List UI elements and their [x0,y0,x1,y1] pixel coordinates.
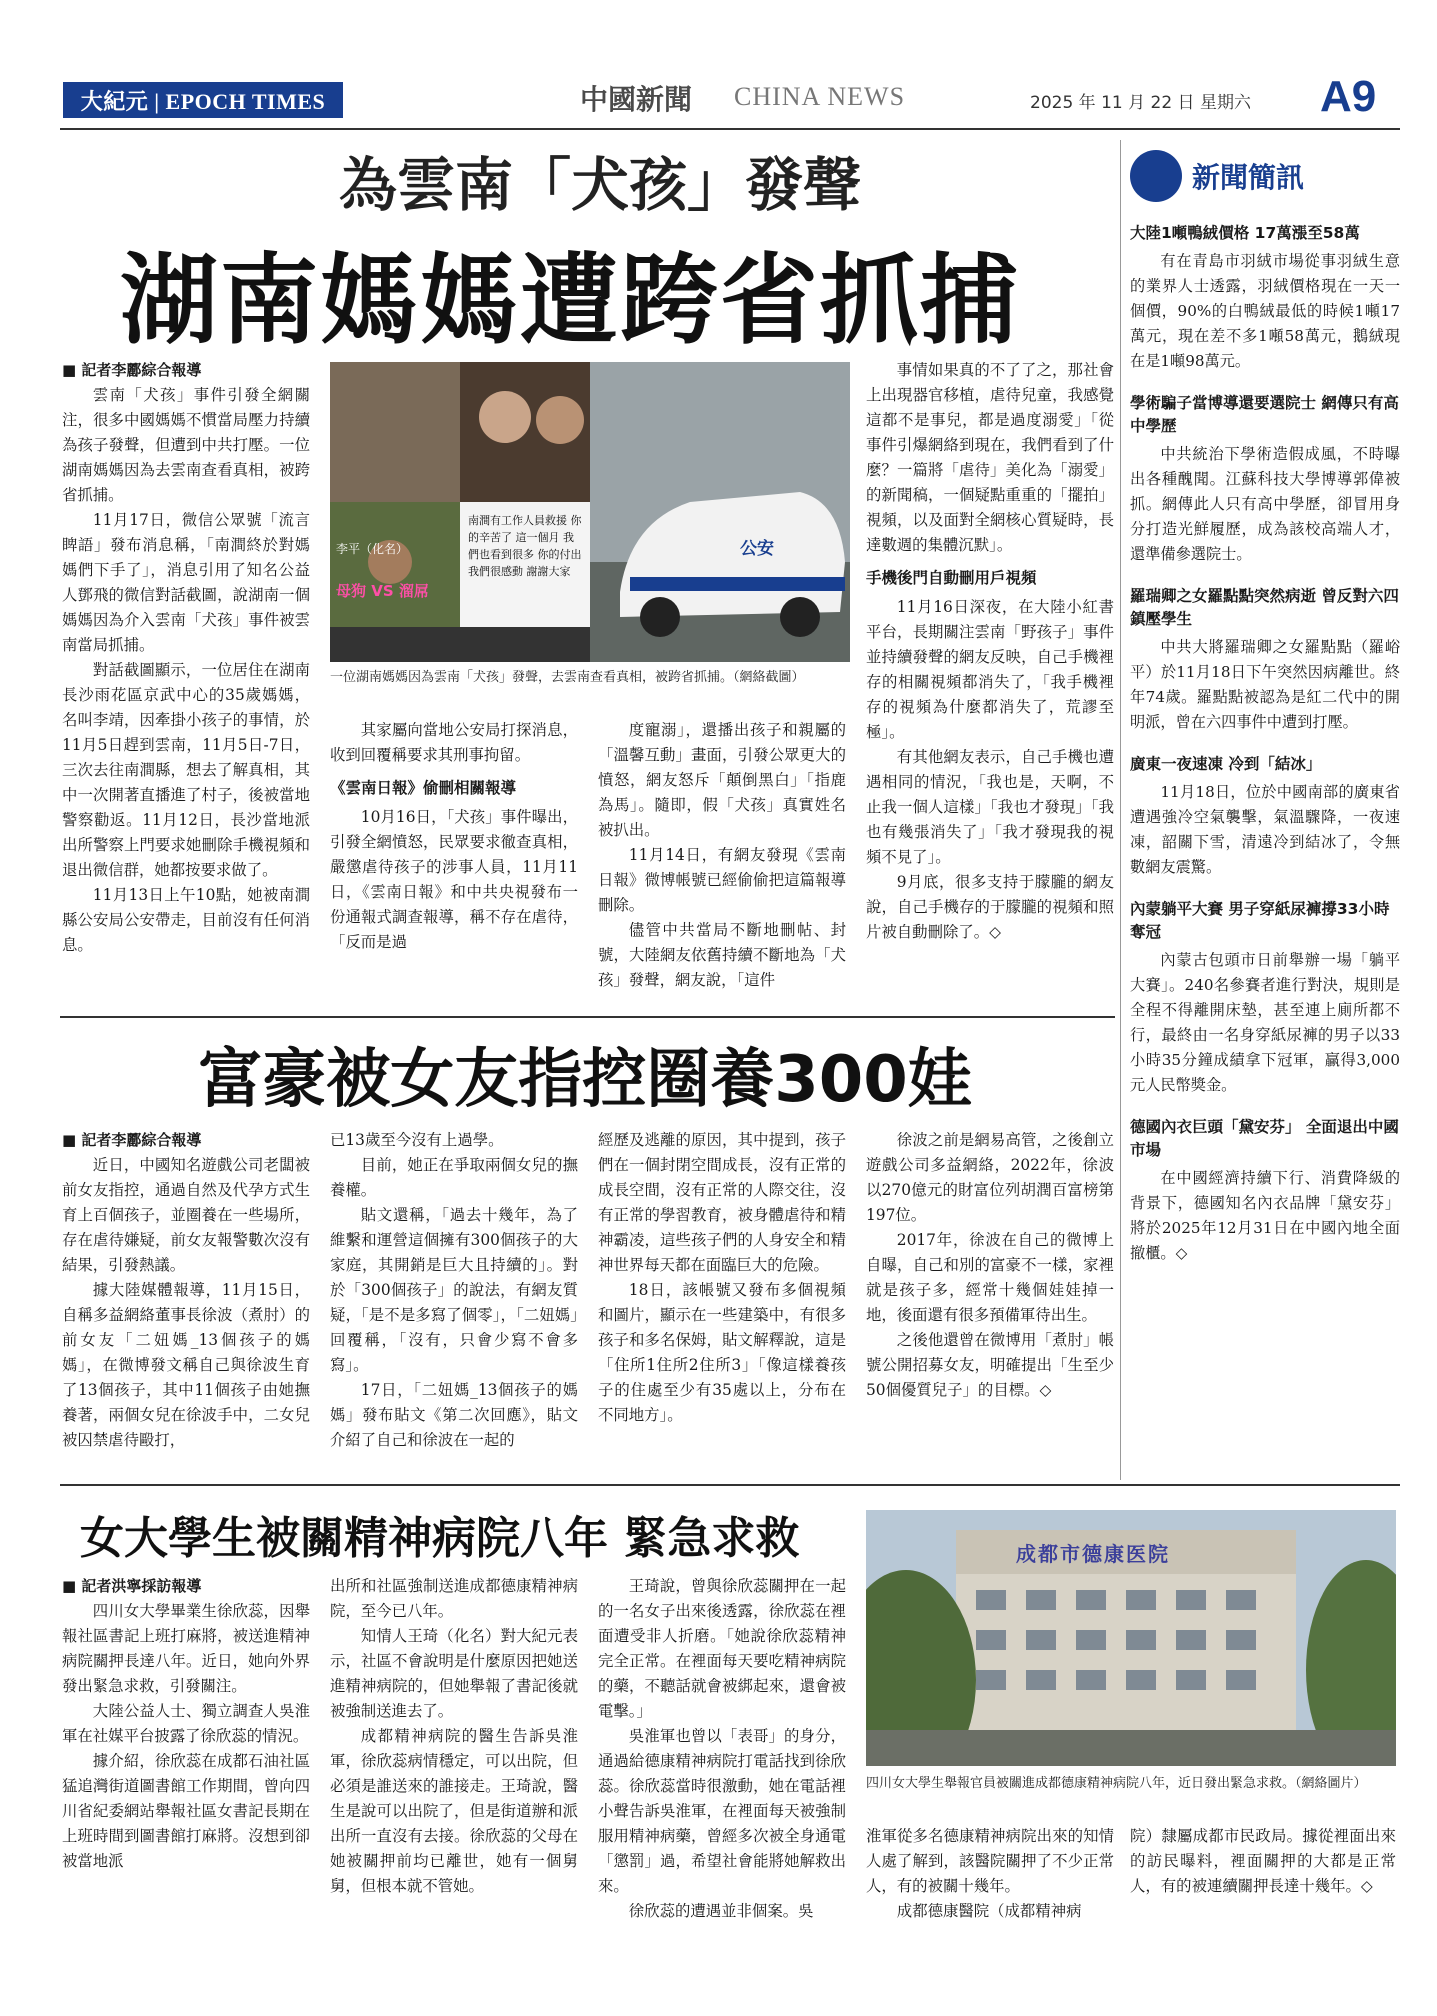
section-name: 中國新聞 [580,83,693,116]
paragraph: 徐欣蕊的遭遇並非個案。吳 [628,1902,814,1920]
brief-body: 中共大將羅瑞卿之女羅點點（羅峪平）於11月18日下午突然因病離世。終年74歲。羅點點被認為是紅二代中的開明派，曾在六四事件中遭到打壓。 [1130,638,1400,731]
brief-body: 11月18日，位於中國南部的廣東省遭遇強冷空氣襲擊，氣溫驟降，一夜速凍，韶關下雪，清遠冷到結冰了，令無數網友震驚。 [1130,783,1400,876]
story2-col2 [330,1128,578,1453]
paragraph: 成都德康醫院（成都精神病 [896,1902,1082,1920]
story1-subhead-2: 手機後門自動刪用戶視頻 [866,569,1037,587]
paragraph: 經歷及逃離的原因，其中提到，孩子們在一個封閉空間成長，沒有正常的成長空間，沒有正常的人際交往，沒有正常的學習教育，被身體虐待和精神霸凌，這些孩子們的人身安全和精神世界每天都在面臨巨大的危險。 [598,1131,846,1274]
paragraph: 9月底，很多支持于朦朧的網友說，自己手機存的于朦朧的視頻和照片被自動刪除了。◇ [866,873,1114,941]
story2-headline: 富豪被女友指控圈養300娃 [198,1043,972,1117]
story1-byline: ■ 記者李酈綜合報導 [62,361,202,379]
paragraph: 大陸公益人士、獨立調查人吳淮軍在社媒平台披露了徐欣蕊的情況。 [62,1702,310,1745]
news-brief [1130,392,1400,567]
sidebar-title: 新聞簡訊 [1192,161,1305,194]
paragraph: 據大陸媒體報導，11月15日，自稱多益網絡董事長徐波（煮肘）的前女友「二妞媽_13個孩子的媽媽」，在微博發文稱自己與徐波生育了13個孩子，其中11個孩子由她撫養著，兩個女兒在徐波手中，二女兒被囚禁虐待毆打， [62,1281,310,1449]
story3-col4 [866,1824,1114,1924]
story1-photo-caption: 一位湖南媽媽因為雲南「犬孩」發聲，去雲南查看真相，被跨省抓捕。（網絡截圖） [330,670,805,685]
story2-col1 [62,1128,310,1453]
story2-col4 [866,1128,1114,1403]
news-brief [1130,585,1400,735]
story3-col2 [330,1574,578,1899]
brief-title: 內蒙躺平大賽 男子穿紙尿褲撐33小時奪冠 [1130,900,1390,941]
paragraph: 事情如果真的不了了之，那社會上出現器官移植，虐待兒童，我感覺這都不是事兒，都是過度溺愛」「從事件引爆網絡到現在，我們看到了什麼？一篇將「虐待」美化為「溺愛」的新聞稿，一個疑點重重的「擺拍」視頻，以及面對全網核心質疑時，長達數週的集體沉默」。 [866,361,1114,554]
paragraph: 其家屬向當地公安局打探消息，收到回覆稱要求其刑事拘留。 [330,721,578,764]
publication-date: 2025 年 11 月 22 日 星期六 [1030,93,1251,113]
paragraph: 之後他還曾在微博用「煮肘」帳號公開招募女友，明確提出「生至少50個優質兒子」的目標。◇ [866,1331,1114,1399]
story3-hospital-photo [866,1510,1396,1766]
brief-title: 德國內衣巨頭「黛安芬」 全面退出中國市場 [1130,1118,1399,1159]
story1-col3 [598,718,846,993]
brief-title: 大陸1噸鴨絨價格 17萬漲至58萬 [1130,224,1360,242]
paragraph: 吳淮軍也曾以「表哥」的身分，通過給德康精神病院打電話找到徐欣蕊。徐欣蕊當時很激動，她在電話裡小聲告訴吳淮軍，在裡面每天被強制服用精神病藥，曾經多次被全身通電「懲罰」過，希望社會能將她解救出來。 [598,1727,846,1895]
paragraph: 徐波之前是網易高管，之後創立遊戲公司多益網絡，2022年，徐波以270億元的財富位列胡潤百富榜第197位。 [866,1131,1114,1224]
sidebar-header [1130,148,1400,204]
paragraph: 11月14日，有網友發現《雲南日報》微博帳號已經偷偷把這篇報導刪除。 [598,846,846,914]
paragraph: 院）隸屬成都市民政局。據從裡面出來的訪民曝料，裡面關押的大都是正常人，有的被連續關押長達十幾年。◇ [1130,1827,1396,1895]
photo-label-p1: 李平（化名） [336,542,409,556]
paragraph: 據介紹，徐欣蕊在成都石油社區猛追灣街道圖書館工作期間，曾向四川省紀委網站舉報社區女書記長期在上班時間到圖書館打麻將。沒想到卻被當地派 [62,1752,310,1870]
paragraph: 出所和社區強制送進成都德康精神病院，至今已八年。 [330,1577,578,1620]
paragraph: 有其他網友表示，自己手機也遭遇相同的情況，「我也是，天啊，不止我一個人這樣」「我也才發現」「我也有幾張消失了」「我才發現我的視頻不見了」。 [866,748,1114,866]
news-briefs-icon [1130,150,1182,202]
page-number: A9 [1320,72,1377,121]
paragraph: 17日，「二妞媽_13個孩子的媽媽」發布貼文《第二次回應》，貼文介紹了自己和徐波在一起的 [330,1381,578,1449]
section-name-en: CHINA NEWS [734,82,906,111]
hospital-sign: 成都市德康医院 [1016,1542,1170,1566]
paragraph: 10月16日，「犬孩」事件曝出，引發全網憤怒，民眾要求徹查真相，嚴懲虐待孩子的涉事人員，11月11日，《雲南日報》和中共央視發布一份通報式調查報導，稱不存在虐待，「反而是過 [330,808,578,951]
news-brief [1130,753,1400,880]
story3-byline: ■ 記者洪寧採訪報導 [62,1577,202,1595]
story1-headline: 湖南媽媽遭跨省抓捕 [119,244,1020,358]
story3-headline: 女大學生被關精神病院八年 緊急求救 [80,1513,800,1564]
photo-chat-note: 南澗有工作人員救援 你的辛苦了 這一個月 我們也看到很多 你的付出 我們很感動 謝謝大家 [468,514,582,578]
epoch-times-logo: 大紀元 | EPOCH TIMES [63,82,343,118]
news-brief [1130,898,1400,1098]
paragraph: 11月16日深夜，在大陸小紅書平台，長期關注雲南「野孩子」事件並持續發聲的網友反映，自己手機裡存的相關視頻都消失了，「我手機裡存的視頻為什麼都消失了，荒謬至極」。 [866,598,1114,741]
story1-col1 [62,358,310,958]
police-car-text: 公安 [740,539,774,559]
paragraph: 知情人王琦（化名）對大紀元表示，社區不會說明是什麼原因把她送進精神病院的，但她舉報了書記後就被強制送進去了。 [330,1627,578,1720]
paragraph: 18日，該帳號又發布多個視頻和圖片，顯示在一些建築中，有很多孩子和多名保姆，貼文解釋說，這是「住所1住所2住所3」「像這樣養孩子的住處至少有35處以上，分布在不同地方」。 [598,1281,846,1424]
photo-label-p2: 母狗 VS 溜屌 [336,582,429,600]
brief-body: 內蒙古包頭市日前舉辦一場「躺平大賽」。240名參賽者進行對決，規則是全程不得離開床墊，甚至連上廁所都不行，最終由一名身穿紙尿褲的男子以33小時35分鐘成績拿下冠軍，贏得3,000元人民幣獎金。 [1130,951,1400,1094]
story3-photo-caption: 四川女大學生舉報官員被關進成都德康精神病院八年，近日發出緊急求救。（網絡圖片） [866,1776,1367,1791]
story1-photo [330,362,850,662]
paragraph: 目前，她正在爭取兩個女兒的撫養權。 [330,1156,578,1199]
brief-title: 羅瑞卿之女羅點點突然病逝 曾反對六四鎮壓學生 [1130,587,1399,628]
paragraph: 王琦說，曾與徐欣蕊關押在一起的一名女子出來後透露，徐欣蕊在裡面遭受非人折磨。「她說徐欣蕊精神完全正常。在裡面每天要吃精神病院的藥，不聽話就會被綁起來，還會被電擊。」 [598,1577,846,1720]
story3-col5 [1130,1824,1396,1899]
paragraph: 成都精神病院的醫生告訴吳淮軍，徐欣蕊病情穩定，可以出院，但必須是誰送來的誰接走。王琦說，醫生是說可以出院了，但是街道辦和派出所一直沒有去接。徐欣蕊的父母在她被關押前均已離世，她有一個舅舅，但根本就不管她。 [330,1727,578,1895]
masthead-rule [60,128,1400,130]
story1-photo-image [330,362,850,662]
story2-col3 [598,1128,846,1428]
masthead [60,72,1400,124]
brief-title: 學術騙子當博導還要選院士 網傳只有高中學歷 [1130,394,1399,435]
story-divider [60,1016,1115,1018]
paragraph: 對話截圖顯示，一位居住在湖南長沙雨花區京武中心的35歲媽媽，名叫李靖，因牽掛小孩子的事情，於11月5日趕到雲南，11月5日-7日，三次去往南澗縣，想去了解真相，其中一次開著直播進了村子，後被當地警察勸返。11月12日，長沙當地派出所警察上門要求她刪除手機視頻和退出微信群，她都按要求做了。 [62,661,310,879]
paragraph: 四川女大學畢業生徐欣蕊，因舉報社區書記上班打麻將，被送進精神病院關押長達八年。近日，她向外界發出緊急求救，引發關注。 [62,1602,310,1695]
news-brief [1130,1116,1400,1266]
story1-col2 [330,718,578,955]
story3-col1 [62,1574,310,1874]
paragraph: 儘管中共當局不斷地刪帖、封號，大陸網友依舊持續不斷地為「犬孩」發聲，網友說，「這件 [598,921,846,989]
news-brief [1130,222,1400,374]
paragraph: 11月17日，微信公眾號「流言睥語」發布消息稱，「南澗終於對媽媽們下手了」，消息引用了知名公益人鄧飛的微信對話截圖，說湖南一個媽媽因為介入雲南「犬孩」事件被雲南當局抓捕。 [62,511,310,654]
paragraph: 已13歲至今沒有上過學。 [330,1131,504,1149]
story1-kicker: 為雲南「犬孩」發聲 [338,151,861,219]
paragraph: 雲南「犬孩」事件引發全網關注，很多中國媽媽不慣當局壓力持續為孩子發聲，但遭到中共打壓。一位湖南媽媽因為去雲南查看真相，被跨省抓捕。 [62,386,310,504]
paragraph: 淮軍從多名德康精神病院出來的知情人處了解到，該醫院關押了不少正常人，有的被關十幾年。 [866,1827,1114,1895]
brief-title: 廣東一夜速凍 冷到「結冰」 [1130,755,1322,773]
paragraph: 貼文還稱，「過去十幾年，為了維繫和運營這個擁有300個孩子的大家庭，其開銷是巨大且持續的」。對於「300個孩子」的說法，有網友質疑，「是不是多寫了個零」，「二妞媽」回覆稱，「沒有，只會少寫不會多寫」。 [330,1206,578,1374]
story2-byline: ■ 記者李酈綜合報導 [62,1131,202,1149]
paragraph: 11月13日上午10點，她被南澗縣公安局公安帶走，目前沒有任何消息。 [62,886,310,954]
sidebar-divider [1120,140,1121,1480]
story1-col4 [866,358,1114,945]
brief-body: 在中國經濟持續下行、消費降級的背景下，德國知名內衣品牌「黛安芬」將於2025年12月31日在中國內地全面撤櫃。◇ [1130,1169,1400,1262]
news-briefs-sidebar [1130,148,1400,1266]
story-divider [60,1484,1400,1486]
paragraph: 度寵溺」，還播出孩子和親屬的「溫馨互動」畫面，引發公眾更大的憤怒，網友怒斥「顛倒黑白」「指鹿為馬」。隨即，假「犬孩」真實姓名被扒出。 [598,721,846,839]
paragraph: 2017年，徐波在自己的微博上自曝，自己和別的富豪不一樣，家裡就是孩子多，經常十幾個娃娃掉一地，後面還有很多預備軍待出生。 [866,1231,1114,1324]
brief-body: 有在青島市羽絨市場從事羽絨生意的業界人士透露，羽絨價格現在一天一個價，90%的白鴨絨最低的時候1噸17萬元，現在差不多1噸58萬元，鵝絨現在是1噸98萬元。 [1130,252,1400,370]
paragraph: 近日，中國知名遊戲公司老闆被前女友指控，通過自然及代孕方式生育上百個孩子，並圈養在一些場所，存在虐待嫌疑，前女友報警數次沒有結果，引發熱議。 [62,1156,310,1274]
story3-col3 [598,1574,846,1924]
brief-body: 中共統治下學術造假成風，不時曝出各種醜聞。江蘇科技大學博導郭偉被抓。網傳此人只有高中學歷，卻冒用身分打造光鮮履歷，成為該校高端人才，還準備參選院士。 [1130,445,1400,563]
story1-subhead-1: 《雲南日報》偷刪相關報導 [330,779,517,797]
